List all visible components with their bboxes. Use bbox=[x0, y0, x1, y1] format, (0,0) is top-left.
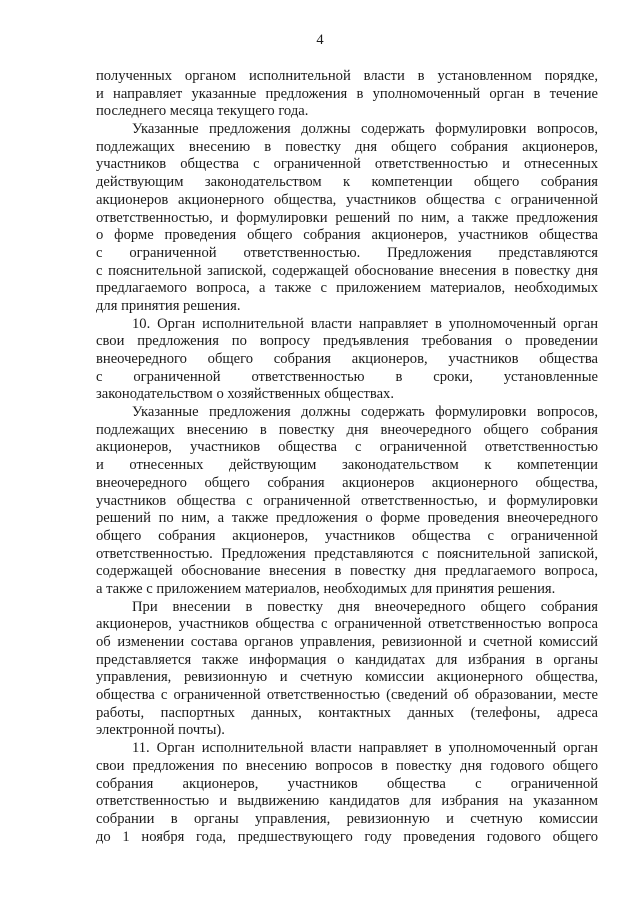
text-line: предлагаемого вопроса, а также с приложением материалов, необходимых bbox=[96, 280, 598, 297]
text-line: ответственностью, и формулировки решений по ним, а также предложения bbox=[96, 209, 598, 226]
text-line: работы, паспортных данных, контактных данных (телефоны, адреса bbox=[96, 704, 598, 721]
text-line: законодательством о хозяйственных обществах. bbox=[96, 386, 394, 403]
text-line: общего собрания акционеров, участников общества с ограниченной bbox=[96, 527, 598, 544]
text-line: решений по ним, а также предложения о форме проведения внеочередного bbox=[96, 510, 598, 527]
text-line: электронной почты). bbox=[96, 722, 225, 739]
text-line: для принятия решения. bbox=[96, 297, 241, 314]
text-line: полученных органом исполнительной власти в установленном порядке, bbox=[96, 68, 598, 84]
text-line: подлежащих внесению в повестку дня внеочередного общего собрания bbox=[96, 421, 598, 438]
text-line: акционеров, участников общества с ограниченной ответственностью bbox=[96, 439, 598, 456]
text-line: а также с приложением материалов, необходимых для принятия решения. bbox=[96, 580, 556, 597]
text-line: собрания акционеров, участников общества с ограниченной bbox=[96, 775, 598, 792]
text-line: представляется также информация о кандидатах для избрания в органы bbox=[96, 651, 598, 668]
text-line: 10. Орган исполнительной власти направляет в уполномоченный орган bbox=[132, 315, 598, 332]
text-line: ответственностью и выдвижению кандидатов для избрания на указанном bbox=[96, 793, 598, 810]
text-line: с ограниченной ответственностью в сроки, установленные bbox=[96, 368, 598, 385]
text-line: свои предложения по внесению вопросов в повестку дня годового общего bbox=[96, 757, 598, 774]
text-line: подлежащих внесению в повестку дня общего собрания акционеров, bbox=[96, 138, 598, 155]
page-number: 4 bbox=[316, 32, 324, 48]
text-line: 11. Орган исполнительной власти направляет в уполномоченный орган bbox=[132, 740, 598, 757]
text-line: с пояснительной запиской, содержащей обоснование внесения в повестку дня bbox=[96, 262, 598, 279]
text-line: действующим законодательством к компетенции общего собрания bbox=[96, 174, 598, 191]
text-line: участников общества с ограниченной ответственностью и отнесенных bbox=[96, 156, 598, 173]
text-line: внеочередного общего собрания акционеров акционерного общества, bbox=[96, 474, 598, 491]
text-line: внеочередного общего собрания акционеров, участников общества bbox=[96, 351, 598, 367]
text-line: свои предложения по вопросу предъявления требования о проведении bbox=[96, 333, 598, 350]
text-line: последнего месяца текущего года. bbox=[96, 103, 309, 120]
text-line: до 1 ноября года, предшествующего году проведения годового общего bbox=[96, 828, 598, 845]
text-line: и направляет указанные предложения в уполномоченный орган в течение bbox=[96, 85, 598, 102]
text-line: ответственностью. Предложения представляются с пояснительной запиской, bbox=[96, 545, 598, 562]
text-line: акционеров, участников общества с ограниченной ответственностью вопроса bbox=[96, 616, 598, 633]
text-line: собрании в органы управления, ревизионную и счетную комиссии bbox=[96, 810, 598, 827]
text-line: акционеров акционерного общества, участников общества с ограниченной bbox=[96, 191, 598, 208]
text-line: Указанные предложения должны содержать формулировки вопросов, bbox=[132, 404, 598, 421]
document-body bbox=[96, 68, 598, 846]
text-line: общества с ограниченной ответственностью (сведений об образовании, месте bbox=[96, 687, 598, 704]
text-line: о форме проведения общего собрания акционеров, участников общества bbox=[96, 227, 598, 244]
text-line: управления, ревизионную и счетную комиссии акционерного общества, bbox=[96, 669, 598, 686]
text-line: содержащей обоснование внесения в повестку дня предлагаемого вопроса, bbox=[96, 563, 598, 580]
text-line: При внесении в повестку дня внеочередного общего собрания bbox=[132, 598, 598, 615]
text-line: и отнесенных действующим законодательством к компетенции bbox=[96, 457, 598, 474]
text-line: с ограниченной ответственностью. Предложения представляются bbox=[96, 244, 598, 261]
text-line: об изменении состава органов управления, ревизионной и счетной комиссий bbox=[96, 634, 598, 650]
text-line: участников общества с ограниченной ответственностью, и формулировки bbox=[96, 492, 598, 509]
text-line: Указанные предложения должны содержать формулировки вопросов, bbox=[132, 121, 598, 138]
